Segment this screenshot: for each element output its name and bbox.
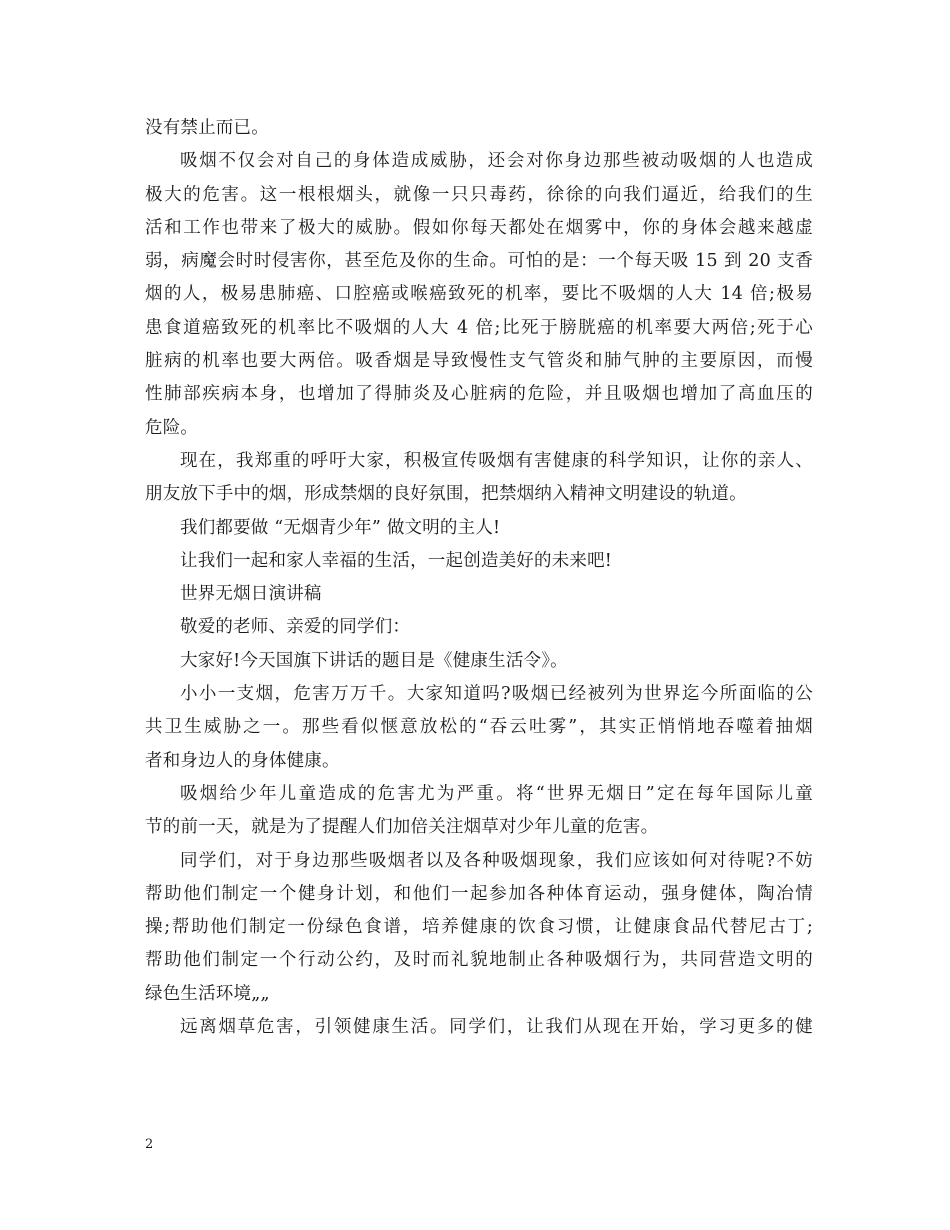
- text-line: 朋友放下手中的烟，形成禁烟的良好氛围，把禁烟纳入精神文明建设的轨道。: [145, 484, 747, 505]
- text-line: 帮助他们制定一个行动公约，及时而礼貌地制止各种吸烟行为，共同营造文明的: [145, 950, 813, 971]
- text-line: 共卫生威胁之一。那些看似惬意放松的“吞云吐雾”，其实正悄悄地吞噬着抽烟: [145, 717, 813, 738]
- text-line: 大家好!今天国旗下讲话的题目是《健康生活令》。: [180, 650, 568, 671]
- text-line: 远离烟草危害，引领健康生活。同学们，让我们从现在开始，学习更多的健: [180, 1017, 813, 1038]
- text-line: 让我们一起和家人幸福的生活，一起创造美好的未来吧!: [180, 550, 613, 571]
- text-line: 吸烟给少年儿童造成的危害尤为严重。将“世界无烟日”定在每年国际儿童: [180, 783, 813, 804]
- text-line: 烟的人，极易患肺癌、口腔癌或喉癌致死的机率，要比不吸烟的人大 14 倍;极易: [145, 284, 813, 305]
- text-line: 节的前一天，就是为了提醒人们加倍关注烟草对少年儿童的危害。: [145, 817, 659, 838]
- text-line: 活和工作也带来了极大的威胁。假如你每天都处在烟雾中，你的身体会越来越虚: [145, 217, 813, 238]
- page-number: 2: [145, 1137, 154, 1152]
- text-line: 弱，病魔会时时侵害你，甚至危及你的生命。可怕的是：一个每天吸 15 到 20 支香: [145, 251, 813, 272]
- text-line: 绿色生活环境„„: [145, 983, 270, 1004]
- text-line: 患食道癌致死的机率比不吸烟的人大 4 倍;比死于膀胱癌的机率要大两倍;死于心: [145, 317, 813, 338]
- text-line: 者和身边人的身体健康。: [145, 750, 340, 771]
- text-line: 世界无烟日演讲稿: [180, 584, 322, 605]
- text-line: 同学们，对于身边那些吸烟者以及各种吸烟现象，我们应该如何对待呢?不妨: [180, 850, 813, 871]
- text-line: 我们都要做 “无烟青少年” 做文明的主人!: [180, 517, 501, 538]
- text-line: 帮助他们制定一个健身计划，和他们一起参加各种体育运动，强身健体，陶冶情: [145, 883, 813, 904]
- body-text: [145, 112, 813, 1044]
- text-line: 性肺部疾病本身，也增加了得肺炎及心脏病的危险，并且吸烟也增加了高血压的: [145, 384, 813, 405]
- text-line: 敬爱的老师、亲爱的同学们：: [180, 617, 411, 638]
- text-line: 小小一支烟，危害万万千。大家知道吗?吸烟已经被列为世界迄今所面临的公: [180, 684, 813, 705]
- text-line: 危险。: [145, 417, 199, 438]
- text-line: 极大的危害。这一根根烟头，就像一只只毒药，徐徐的向我们逼近，给我们的生: [145, 184, 813, 205]
- text-line: 吸烟不仅会对自己的身体造成威胁，还会对你身边那些被动吸烟的人也造成: [180, 151, 813, 172]
- text-line: 没有禁止而已。: [145, 118, 269, 138]
- text-line: 操;帮助他们制定一份绿色食谱，培养健康的饮食习惯，让健康食品代替尼古丁;: [145, 917, 813, 938]
- text-line: 现在，我郑重的呼吁大家，积极宣传吸烟有害健康的科学知识，让你的亲人、: [180, 450, 813, 471]
- text-line: 脏病的机率也要大两倍。吸香烟是导致慢性支气管炎和肺气肿的主要原因，而慢: [145, 351, 813, 372]
